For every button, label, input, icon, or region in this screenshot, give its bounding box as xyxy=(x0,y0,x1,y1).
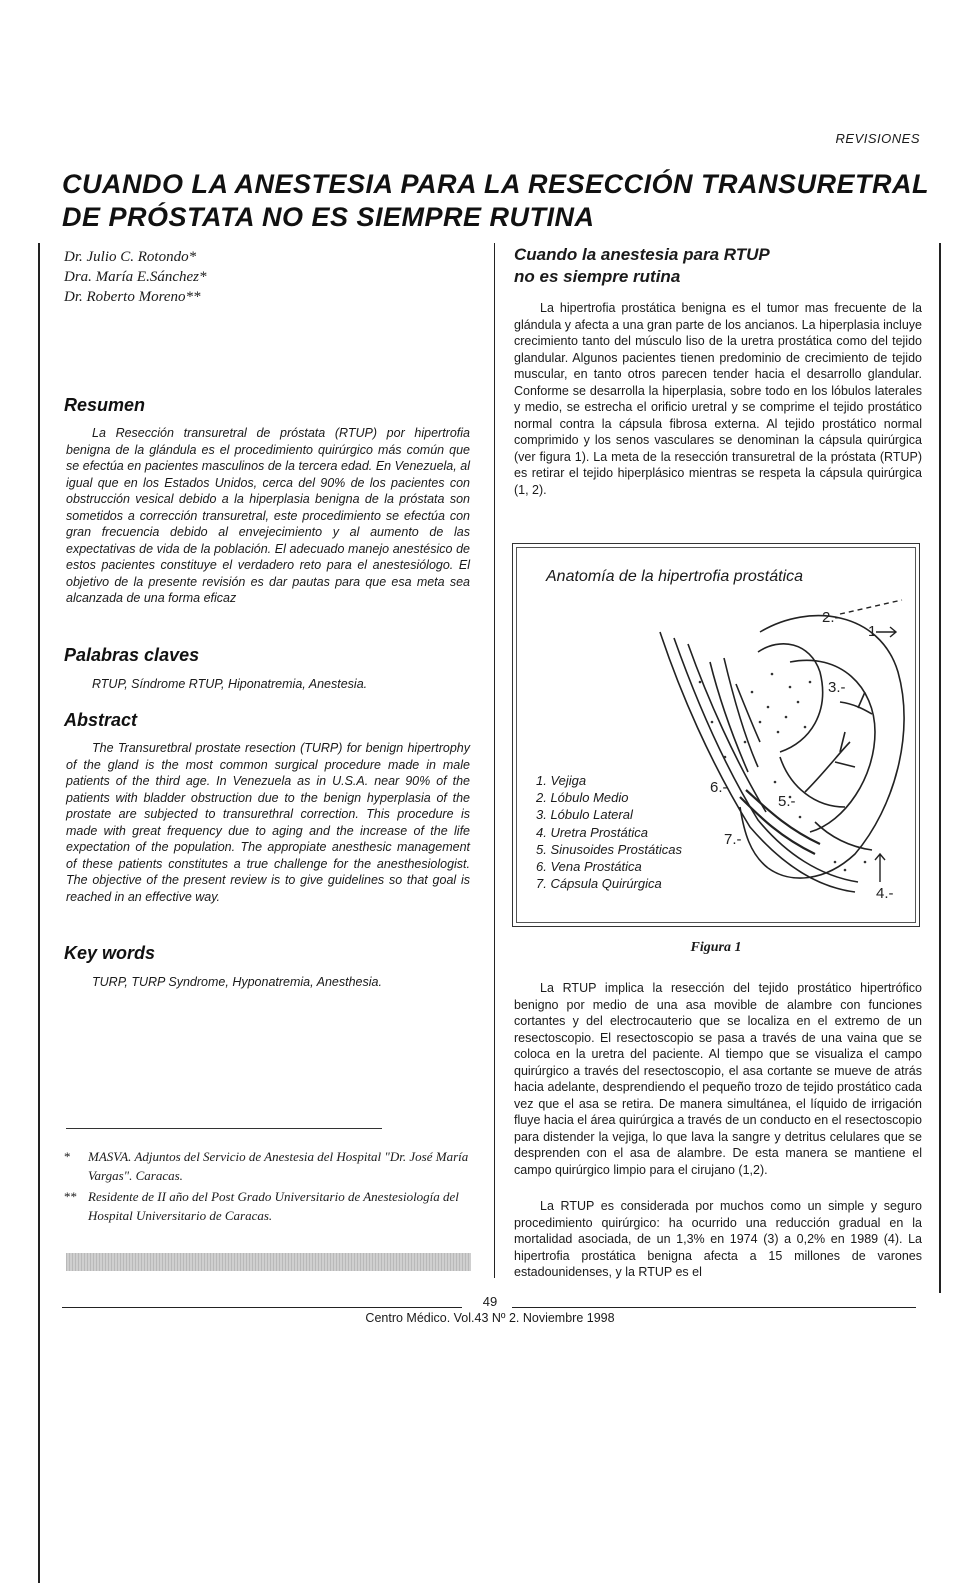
right-title-line: Cuando la anestesia para RTUP xyxy=(514,245,770,264)
legend-item: 2. Lóbulo Medio xyxy=(536,790,629,806)
footnote-text: MASVA. Adjuntos del Servicio de Anestesia del Hospital "Dr. José María Vargas". Caracas. xyxy=(88,1149,469,1183)
author: Dra. María E.Sánchez* xyxy=(64,269,207,285)
article-title xyxy=(62,168,930,234)
footnote xyxy=(64,1147,484,1185)
figure-label-2: 2.- xyxy=(822,609,840,626)
footnotes xyxy=(64,1147,484,1227)
right-column-title xyxy=(514,244,934,288)
figure-label-5: 5.- xyxy=(778,793,796,810)
footnote xyxy=(64,1187,484,1225)
legend-item: 6. Vena Prostática xyxy=(536,859,642,875)
intro-paragraph: La hipertrofia prostática benigna es el tumor mas frecuente de la glándula y afecta a una gran parte de los ancianos. La hiperplasia incluye crecimiento tanto del músculo liso de la uretra prostática como del tejido glandular. Algunos pacientes tienen predominio de crecimiento de tejido muscular, en tanto otros parecen tender hacia el desarrollo glandular. Conforme se desarrolla la hiperplasia, sobre todo en los lóbulos laterales y medio, se estrecha el orificio uretral y se comprime el tejido prostático normal contra la cápsula fibrosa externa. Al tejido prostático normal comprimido y los senos vasculares se denominan la cápsula quirúrgica (ver figura 1). La meta de la resección transuretral de la próstata (RTUP) es retirar el tejido hiperplásico mientras se respeta la cápsula quirúrgica (1, 2). xyxy=(514,301,922,497)
footnote-mark: * xyxy=(64,1149,71,1164)
legend-item: 7. Cápsula Quirúrgica xyxy=(536,876,662,892)
keywords-heading: Key words xyxy=(64,943,156,963)
footnote-mark: ** xyxy=(64,1189,77,1204)
resumen-text: La Resección transuretral de próstata (RTUP) por hipertrofia benigna de la glándula es el procedimiento quirúrgico más común que se efectúa en pacientes masculinos de la tercera edad. En Venezuela, al igual que en los Estados Unidos, cerca del 90% de los pacientes con obstrucción vesical debido a la hiperplasia benigna de la próstata son sometidos a corrección transuretral, este procedimiento se efectúa con gran frecuencia debido al envejecimiento y al aumento de las expectativas de vida de la población. El adecuado manejo anestésico de estos pacientes constituye el verdadero reto para el anestesiólogo. El objetivo de la presente revisión es dar pautas para que esa meta sea alcanzada de una forma eficaz xyxy=(66,426,470,605)
frame-line-left xyxy=(38,243,40,1583)
resumen-heading: Resumen xyxy=(64,395,146,415)
footer-rule xyxy=(512,1307,916,1308)
palabras-text: RTUP, Síndrome RTUP, Hiponatremia, Anestesia. xyxy=(92,677,368,691)
right-title-line: no es siempre rutina xyxy=(514,267,681,286)
journal-reference: Centro Médico. Vol.43 Nº 2. Noviembre 1998 xyxy=(365,1311,615,1325)
figure-label-3: 3.- xyxy=(828,679,846,696)
abstract-heading: Abstract xyxy=(64,710,138,730)
abstract-text: The Transuretbral prostate resection (TURP) for benign hipertrophy of the gland is the most common surgical procedure made in male patients of the third age. In Venezuela as in U.S.A. near 90% of the patients with bladder obstruction due to the benign hyperplasia of the prostate are subjected to transurethral correction. This procedure is made with great frequency due to aging and the increase of the life expectation of the population. The appropiate anesthesic management of these patients constitutes a true challenge for the anesthesiologist. The objective of the present review is to give guidelines so that goal is reached in an effective way. xyxy=(66,741,470,904)
palabras-heading: Palabras claves xyxy=(64,645,200,665)
figure-title: Anatomía de la hipertrofia prostática xyxy=(546,568,804,585)
footnote-text: Residente de II año del Post Grado Universitario de Anestesiología del Hospital Universitario de Caracas. xyxy=(88,1189,459,1223)
figure-caption: Figura 1 xyxy=(690,940,742,955)
body-paragraph: La RTUP es considerada por muchos como un simple y seguro procedimiento quirúrgico: ha ocurrido una reducción gradual en la mortalidad asociada, de un 1,3% en 1974 (3) a 0,2% en 1989 (4). La hipertrofia prostática benigna afecta a 15 millones de varones estadounidenses, y la RTUP es el xyxy=(514,1199,922,1279)
figure-legend xyxy=(536,772,736,892)
footnote-rule xyxy=(66,1128,382,1129)
author: Dr. Julio C. Rotondo* xyxy=(64,249,197,265)
shaded-bar xyxy=(66,1253,471,1271)
figure-label-6: 6.- xyxy=(710,779,728,796)
frame-line-right xyxy=(939,243,941,1293)
keywords-text: TURP, TURP Syndrome, Hyponatremia, Anesthesia. xyxy=(92,975,382,989)
figure-label-1: 1 xyxy=(868,623,877,640)
author-list xyxy=(64,247,484,307)
page-number: 49 xyxy=(482,1294,498,1309)
article-title-line: DE PRÓSTATA NO ES SIEMPRE RUTINA xyxy=(62,202,595,232)
legend-item: 1. Vejiga xyxy=(536,773,587,788)
legend-item: 4. Uretra Prostática xyxy=(536,824,648,840)
column-divider xyxy=(494,243,495,1278)
legend-item: 3. Lóbulo Lateral xyxy=(536,807,633,823)
footer-rule xyxy=(62,1307,462,1308)
author: Dr. Roberto Moreno** xyxy=(64,289,201,305)
body-paragraph: La RTUP implica la resección del tejido prostático hipertrófico benigno por medio de una asa movible de alambre con funciones cortantes y del electrocauterio que se localiza en el extremo de un resectoscopio. El resectoscopio se pasa a través de una vaina que se coloca en la uretra del paciente. Al tiempo que se visualiza el campo quirúrgico a través del resectoscopio, el asa cortante se mueve de atrás hacia adelante, desprendiendo el pequeño trozo de tejido prostático cada vez que el asa se retira. De manera simultánea, el líquido de irrigación fluye hacia el área quirúrgica a través de un conducto en el resectoscopio para distender la vejiga, lo que lava la sangre y detritus celulares que se desprenden con el asa de alambre. De esta manera se mantiene el campo quirúrgico limpio para el cirujano (1,2). xyxy=(514,981,922,1177)
figure-label-7: 7.- xyxy=(724,831,742,848)
section-label: REVISIONES xyxy=(835,131,920,146)
legend-item: 5. Sinusoides Prostáticas xyxy=(536,841,682,857)
figure-label-4: 4.- xyxy=(876,885,894,902)
article-title-line: CUANDO LA ANESTESIA PARA LA RESECCIÓN TRANSURETRAL xyxy=(62,169,930,199)
